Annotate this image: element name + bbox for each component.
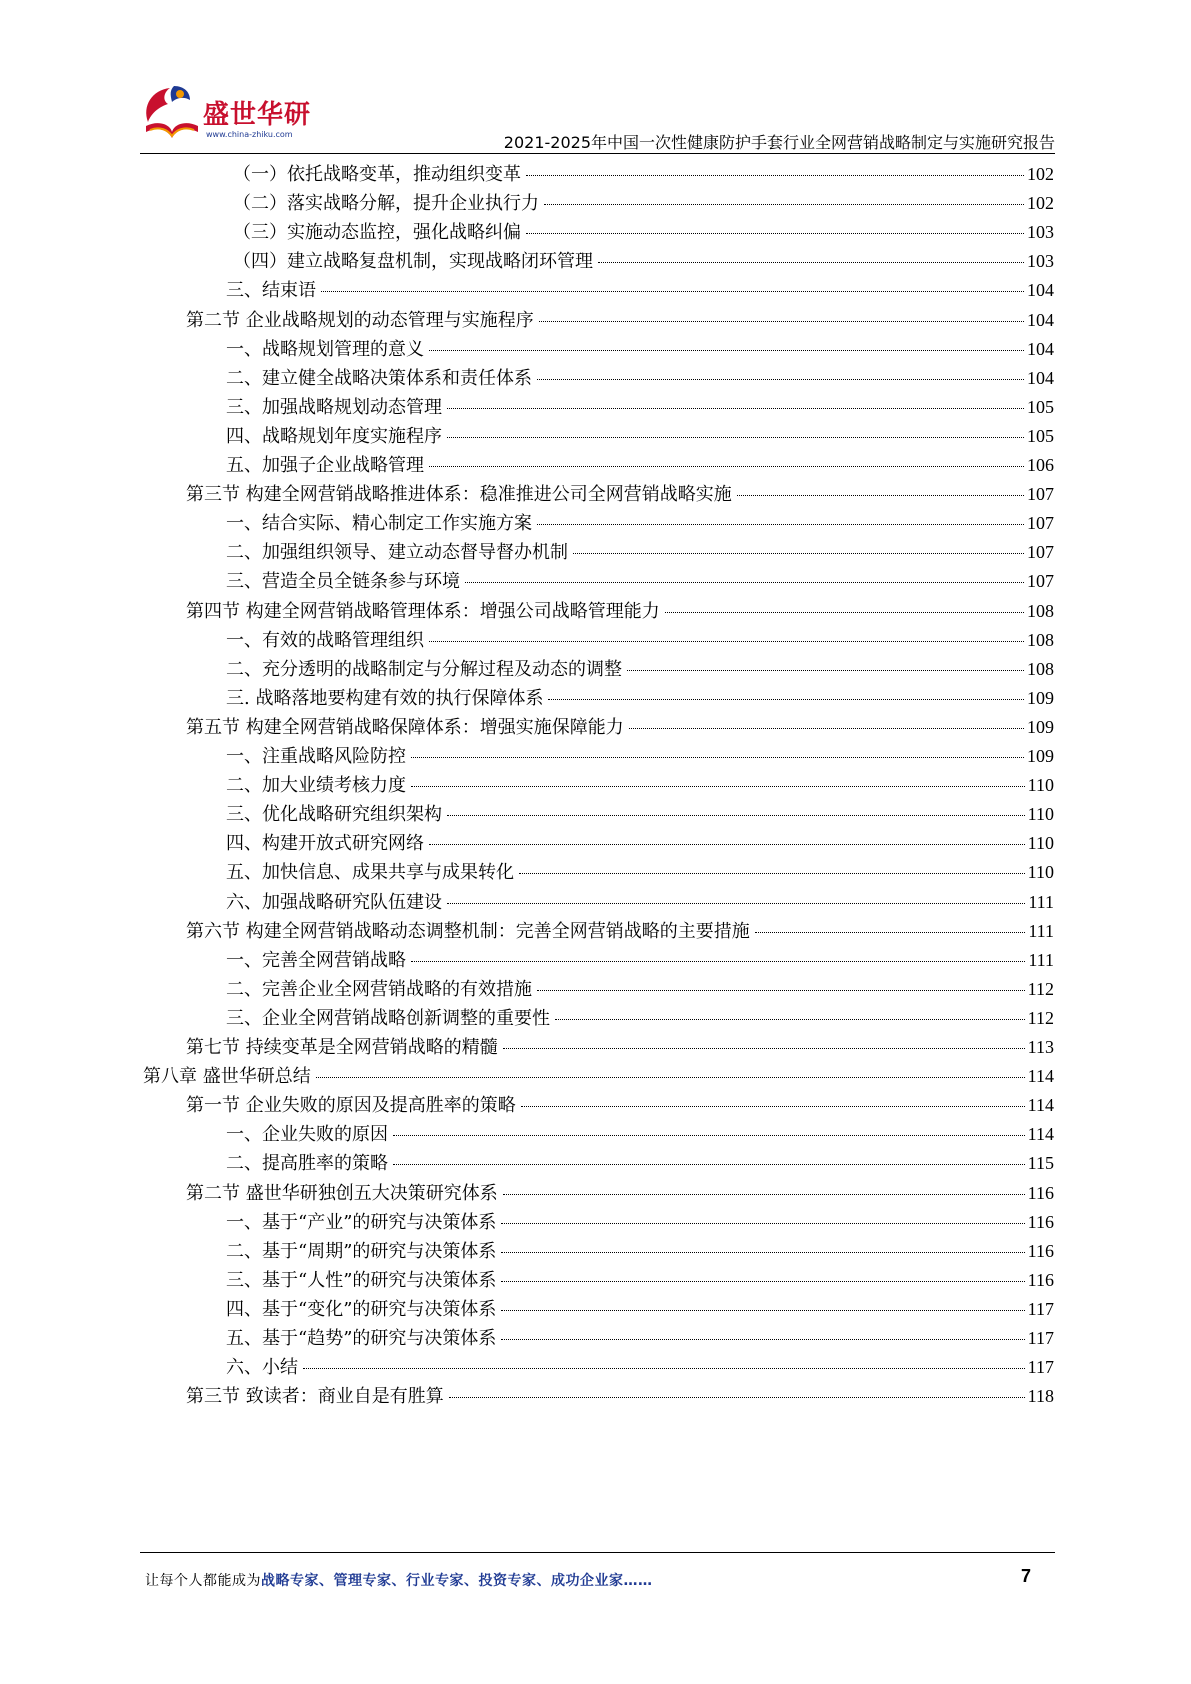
toc-entry-title: 二、完善企业全网营销战略的有效措施 [226, 978, 532, 1000]
logo-name: 盛世华研 [203, 100, 312, 130]
toc-entry[interactable] [226, 421, 1054, 452]
toc-leader-dots [501, 1310, 1024, 1311]
toc-entry-page: 116 [1027, 1269, 1054, 1290]
toc-entry[interactable] [226, 1236, 1054, 1267]
toc-leader-dots [303, 1368, 1025, 1369]
toc-entry-page: 116 [1027, 1211, 1054, 1232]
toc-entry[interactable] [226, 566, 1054, 597]
toc-leader-dots [429, 641, 1024, 642]
toc-entry[interactable] [226, 799, 1054, 830]
toc-entry[interactable] [186, 1090, 1054, 1121]
toc-entry-page: 103 [1027, 222, 1054, 243]
toc-entry-title: 二、基于“周期”的研究与决策体系 [226, 1240, 497, 1262]
toc-entry-page: 109 [1027, 716, 1054, 737]
toc-entry-title: 六、小结 [226, 1357, 298, 1379]
company-logo [140, 80, 310, 146]
toc-leader-dots [429, 466, 1024, 467]
toc-entry-title: 第三节 致读者：商业自是有胜算 [186, 1386, 444, 1408]
toc-entry-title: 二、加强组织领导、建立动态督导督办机制 [226, 542, 568, 564]
toc-entry-title: 五、加强子企业战略管理 [226, 455, 424, 476]
toc-entry[interactable] [186, 596, 1054, 627]
toc-entry-page: 114 [1027, 1124, 1054, 1145]
toc-entry-page: 104 [1027, 338, 1054, 359]
toc-entry[interactable] [186, 1032, 1054, 1063]
report-title: 2021-2025年中国一次性健康防护手套行业全网营销战略制定与实施研究报告 [503, 133, 1055, 152]
toc-entry[interactable] [226, 1323, 1054, 1354]
toc-entry[interactable] [143, 1061, 1054, 1092]
toc-leader-dots [665, 612, 1024, 613]
toc-leader-dots [573, 553, 1024, 554]
toc-leader-dots [501, 1252, 1024, 1253]
toc-entry-title: 三、基于“人性”的研究与决策体系 [226, 1269, 497, 1291]
toc-leader-dots [555, 1019, 1025, 1020]
toc-entry-page: 110 [1027, 804, 1054, 825]
toc-entry-title: 一、结合实际、精心制定工作实施方案 [226, 513, 532, 535]
toc-leader-dots [501, 1223, 1024, 1224]
toc-entry[interactable] [186, 916, 1054, 947]
toc-entry[interactable] [186, 712, 1054, 743]
toc-entry-title: 二、提高胜率的策略 [226, 1153, 388, 1175]
page-number: 7 [1020, 1566, 1031, 1586]
toc-entry-page: 109 [1027, 746, 1054, 766]
toc-entry-page: 114 [1027, 1095, 1054, 1116]
toc-leader-dots [447, 408, 1024, 409]
footer-slogan [145, 1570, 653, 1590]
toc-leader-dots [521, 1106, 1025, 1107]
footer-divider [140, 1552, 1055, 1553]
toc-entry-title: 第七节 持续变革是全网营销战略的精髓 [186, 1037, 498, 1058]
toc-leader-dots [627, 670, 1024, 671]
toc-leader-dots [755, 932, 1026, 933]
toc-entry-page: 107 [1027, 542, 1054, 563]
toc-leader-dots [321, 291, 1024, 292]
toc-entry-page: 110 [1027, 775, 1054, 796]
footer-slogan-prefix: 让每个人都能成为 [145, 1573, 261, 1589]
toc-entry[interactable] [226, 887, 1054, 918]
toc-entry[interactable] [233, 188, 1054, 219]
toc-entry[interactable] [233, 246, 1054, 277]
toc-entry[interactable] [186, 479, 1054, 510]
toc-entry[interactable] [226, 334, 1054, 365]
toc-entry[interactable] [226, 1148, 1054, 1179]
toc-entry-page: 114 [1027, 1066, 1054, 1087]
toc-entry-title: 第六节 构建全网营销战略动态调整机制：完善全网营销战略的主要措施 [186, 920, 750, 942]
footer-slogan-highlight: 战略专家、管理专家、行业专家、投资专家、成功企业家…… [261, 1573, 653, 1589]
toc-entry-title: 一、战略规划管理的意义 [226, 338, 424, 360]
toc-leader-dots [537, 379, 1024, 380]
toc-entry[interactable] [226, 974, 1054, 1005]
toc-entry[interactable] [186, 1178, 1054, 1209]
toc-entry-page: 103 [1027, 251, 1054, 272]
toc-leader-dots [411, 786, 1025, 787]
toc-entry[interactable] [186, 1381, 1054, 1412]
toc-entry[interactable] [226, 1119, 1054, 1150]
toc-entry-page: 110 [1027, 862, 1054, 883]
toc-entry[interactable] [226, 625, 1054, 656]
toc-entry[interactable] [226, 363, 1054, 394]
toc-entry-page: 117 [1027, 1328, 1054, 1348]
toc-entry-page: 104 [1027, 367, 1054, 388]
toc-entry-page: 116 [1027, 1182, 1054, 1203]
toc-entry-title: 第三节 构建全网营销战略推进体系：稳准推进公司全网营销战略实施 [186, 484, 732, 506]
toc-leader-dots [393, 1164, 1025, 1165]
toc-entry-page: 113 [1027, 1037, 1054, 1057]
toc-entry-page: 108 [1027, 629, 1054, 650]
toc-entry-page: 106 [1027, 455, 1054, 475]
header-divider [140, 153, 1055, 154]
toc-entry[interactable] [226, 654, 1054, 685]
toc-entry-page: 109 [1027, 687, 1054, 708]
toc-entry[interactable] [226, 1207, 1054, 1238]
toc-entry-page: 111 [1028, 949, 1054, 970]
toc-entry-title: 二、加大业绩考核力度 [226, 775, 406, 797]
toc-entry-title: 二、建立健全战略决策体系和责任体系 [226, 367, 532, 389]
toc-entry-title: 六、加强战略研究队伍建设 [226, 891, 442, 913]
toc-leader-dots [429, 844, 1025, 845]
toc-leader-dots [503, 1048, 1025, 1049]
toc-entry-title: 五、基于“趋势”的研究与决策体系 [226, 1328, 497, 1349]
toc-entry-title: 五、加快信息、成果共享与成果转化 [226, 862, 514, 884]
toc-leader-dots [447, 903, 1025, 904]
toc-entry-title: 一、有效的战略管理组织 [226, 629, 424, 651]
toc-entry-page: 118 [1027, 1386, 1054, 1407]
toc-leader-dots [447, 437, 1024, 438]
toc-entry-title: （四）建立战略复盘机制，实现战略闭环管理 [233, 251, 593, 273]
toc-entry[interactable] [226, 683, 1054, 714]
toc-entry[interactable] [186, 305, 1054, 336]
toc-leader-dots [429, 350, 1024, 351]
toc-leader-dots [544, 204, 1024, 205]
toc-entry-title: 第二节 盛世华研独创五大决策研究体系 [186, 1182, 498, 1204]
toc-entry-title: 第一节 企业失败的原因及提高胜率的策略 [186, 1095, 516, 1117]
toc-entry[interactable] [226, 828, 1054, 859]
toc-leader-dots [548, 699, 1024, 700]
toc-entry[interactable] [226, 741, 1054, 772]
toc-leader-dots [501, 1281, 1024, 1282]
toc-entry-title: 三、结束语 [226, 280, 316, 302]
toc-entry-title: 三、加强战略规划动态管理 [226, 396, 442, 418]
toc-leader-dots [447, 815, 1025, 816]
toc-entry[interactable] [226, 770, 1054, 801]
toc-leader-dots [501, 1339, 1024, 1340]
toc-entry-page: 111 [1028, 891, 1054, 912]
toc-entry[interactable] [233, 217, 1054, 248]
toc-entry[interactable] [226, 1294, 1054, 1325]
toc-leader-dots [629, 728, 1024, 729]
toc-entry-page: 104 [1027, 309, 1054, 330]
toc-entry-page: 104 [1027, 280, 1054, 301]
toc-entry-title: 三、优化战略研究组织架构 [226, 804, 442, 826]
toc-entry[interactable] [226, 1003, 1054, 1034]
toc-leader-dots [411, 961, 1025, 962]
toc-entry-page: 108 [1027, 600, 1054, 621]
toc-leader-dots [449, 1397, 1025, 1398]
toc-entry-page: 116 [1027, 1240, 1054, 1261]
toc-entry-title: 三. 战略落地要构建有效的执行保障体系 [226, 687, 544, 709]
toc-entry-page: 107 [1027, 484, 1054, 505]
toc-entry-page: 102 [1027, 193, 1054, 214]
toc-leader-dots [526, 175, 1024, 176]
page-header [140, 80, 1055, 154]
toc-leader-dots [519, 873, 1025, 874]
toc-entry-title: 一、基于“产业”的研究与决策体系 [226, 1211, 497, 1233]
toc-entry[interactable] [233, 159, 1054, 190]
toc-entry[interactable] [226, 1265, 1054, 1296]
toc-leader-dots [537, 524, 1024, 525]
toc-entry-page: 117 [1027, 1298, 1054, 1319]
toc-entry-title: （三）实施动态监控，强化战略纠偏 [233, 222, 521, 244]
toc-entry-page: 108 [1027, 658, 1054, 679]
toc-entry-title: 四、战略规划年度实施程序 [226, 425, 442, 447]
toc-entry-title: 第四节 构建全网营销战略管理体系：增强公司战略管理能力 [186, 600, 660, 622]
toc-entry[interactable] [226, 450, 1054, 481]
toc-entry[interactable] [226, 945, 1054, 976]
toc-entry-page: 105 [1027, 425, 1054, 446]
toc-entry[interactable] [226, 508, 1054, 539]
toc-leader-dots [537, 990, 1025, 991]
toc-entry-page: 107 [1027, 571, 1054, 592]
toc-entry[interactable] [226, 392, 1054, 423]
logo-url: www.china-zhiku.com [206, 130, 293, 139]
toc-leader-dots [598, 262, 1024, 263]
toc-entry-title: 四、构建开放式研究网络 [226, 833, 424, 855]
toc-entry-page: 112 [1027, 1007, 1054, 1028]
toc-leader-dots [503, 1194, 1025, 1195]
toc-entry-title: 一、注重战略风险防控 [226, 746, 406, 767]
toc-entry[interactable] [226, 857, 1054, 888]
toc-leader-dots [465, 582, 1024, 583]
toc-entry-page: 111 [1028, 920, 1054, 941]
toc-entry-title: 一、完善全网营销战略 [226, 949, 406, 971]
toc-entry-title: （二）落实战略分解，提升企业执行力 [233, 193, 539, 215]
toc-entry[interactable] [226, 275, 1054, 306]
toc-entry[interactable] [226, 1352, 1054, 1383]
toc-entry-title: 三、企业全网营销战略创新调整的重要性 [226, 1007, 550, 1029]
toc-entry-page: 117 [1027, 1357, 1054, 1378]
toc-entry-title: 一、企业失败的原因 [226, 1124, 388, 1146]
toc-entry-title: （一）依托战略变革，推动组织变革 [233, 164, 521, 185]
toc-leader-dots [316, 1077, 1025, 1078]
toc-entry-title: 三、营造全员全链条参与环境 [226, 571, 460, 593]
toc-entry-page: 107 [1027, 513, 1054, 534]
toc-leader-dots [411, 757, 1024, 758]
toc-entry-title: 四、基于“变化”的研究与决策体系 [226, 1298, 497, 1320]
toc-entry-page: 105 [1027, 396, 1054, 417]
toc-entry-title: 第八章 盛世华研总结 [143, 1066, 311, 1088]
toc-leader-dots [526, 233, 1024, 234]
toc-entry-page: 102 [1027, 164, 1054, 184]
toc-entry-page: 110 [1027, 833, 1054, 854]
toc-entry-page: 115 [1027, 1153, 1054, 1174]
toc-entry[interactable] [226, 537, 1054, 568]
toc-entry-title: 第五节 构建全网营销战略保障体系：增强实施保障能力 [186, 716, 624, 738]
toc-leader-dots [539, 321, 1024, 322]
toc-entry-title: 第二节 企业战略规划的动态管理与实施程序 [186, 309, 534, 331]
toc-entry-title: 二、充分透明的战略制定与分解过程及动态的调整 [226, 658, 622, 680]
logo-emblem-icon [140, 80, 206, 146]
toc-leader-dots [393, 1135, 1025, 1136]
toc-entry-page: 112 [1027, 978, 1054, 999]
toc-leader-dots [737, 495, 1024, 496]
